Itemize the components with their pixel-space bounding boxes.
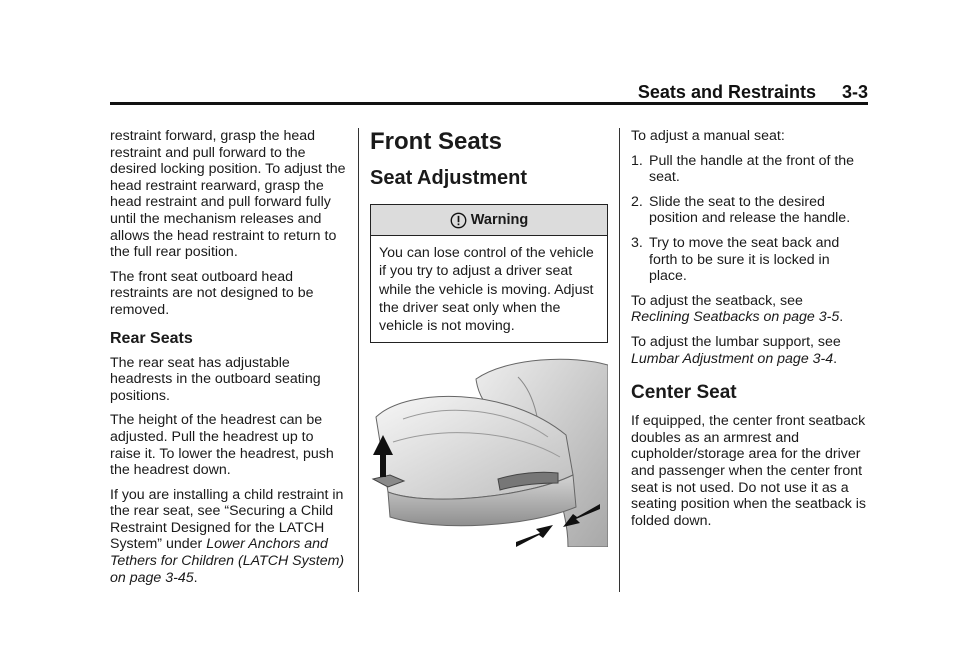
paragraph-text: If you are installing a child restraint in the rear seat, see “Securing a Child Restraint Designed for the LATCH System” under: [110, 486, 344, 553]
reclining-seatbacks-link[interactable]: Reclining Seatbacks on page 3‑5: [631, 309, 840, 326]
paragraph-text: To adjust the lumbar support, see: [631, 333, 841, 350]
paragraph: [631, 334, 871, 367]
column-right: [631, 128, 871, 537]
column-divider-left: [358, 128, 359, 592]
lumbar-adjustment-link[interactable]: Lumbar Adjustment on page 3‑4: [631, 350, 834, 367]
rear-seats-heading: Rear Seats: [110, 329, 193, 347]
warning-icon: [450, 212, 467, 229]
column-left: [110, 128, 346, 594]
list-item: [631, 194, 871, 227]
column-middle: [370, 128, 610, 343]
adjust-steps-list: [631, 153, 871, 285]
seat-adjustment-heading: Seat Adjustment: [370, 167, 528, 189]
section-title: Seats and Restraints: [637, 82, 816, 102]
page-header: [110, 82, 868, 104]
paragraph: [110, 487, 346, 587]
paragraph: The height of the headrest can be adjusted. Pull the headrest up to raise it. To lower the headrest, push the headrest down.: [110, 412, 334, 479]
page-number: 3-3: [841, 82, 868, 102]
paragraph: The front seat outboard head restraints are not designed to be removed.: [110, 268, 314, 318]
paragraph-text: To adjust the seatback, see: [631, 292, 803, 309]
paragraph: restraint forward, grasp the head restraint and pull forward to the desired locking position. To adjust the head restraint rearward, grasp the head restraint and pull forward fully until the mechanism releases and allows the head restraint to return to the full rear position.: [110, 128, 346, 261]
list-item: [631, 153, 871, 186]
period: .: [833, 350, 838, 367]
seat-adjustment-illustration: [368, 357, 608, 547]
front-seats-title: Front Seats: [370, 128, 503, 155]
list-item: [631, 235, 871, 285]
paragraph: The rear seat has adjustable headrests in the outboard seating positions.: [110, 354, 321, 404]
period: .: [193, 569, 198, 586]
step-number: 2.: [631, 193, 643, 210]
paragraph: If equipped, the center front seatback doubles as an armrest and cupholder/storage area for the driver and passenger when the center front seat is not used. Do not use it as a seating position when the seatback is folded down.: [631, 413, 867, 529]
step-text: Slide the seat to the desired position and release the handle.: [649, 193, 851, 227]
paragraph: To adjust a manual seat:: [631, 128, 785, 144]
step-number: 1.: [631, 152, 643, 169]
center-seat-heading: Center Seat: [631, 382, 737, 404]
column-divider-right: [619, 128, 620, 592]
paragraph: [631, 293, 871, 326]
step-number: 3.: [631, 234, 643, 251]
header-rule: [110, 102, 868, 105]
warning-header: [371, 205, 607, 236]
step-text: Try to move the seat back and forth to be sure it is locked in place.: [649, 234, 840, 285]
step-text: Pull the handle at the front of the seat.: [649, 152, 855, 186]
period: .: [839, 309, 844, 326]
warning-label: Warning: [470, 211, 529, 228]
warning-text: You can lose control of the vehicle if you try to adjust a driver seat while the vehicle is moving. Adjust the driver seat only when the vehicle is not moving.: [379, 245, 594, 335]
warning-box: [370, 204, 608, 343]
arrow-back-icon: [516, 525, 553, 547]
latch-reference-link[interactable]: Lower Anchors and Tethers for Children (LATCH System) on page 3‑45: [110, 536, 345, 586]
